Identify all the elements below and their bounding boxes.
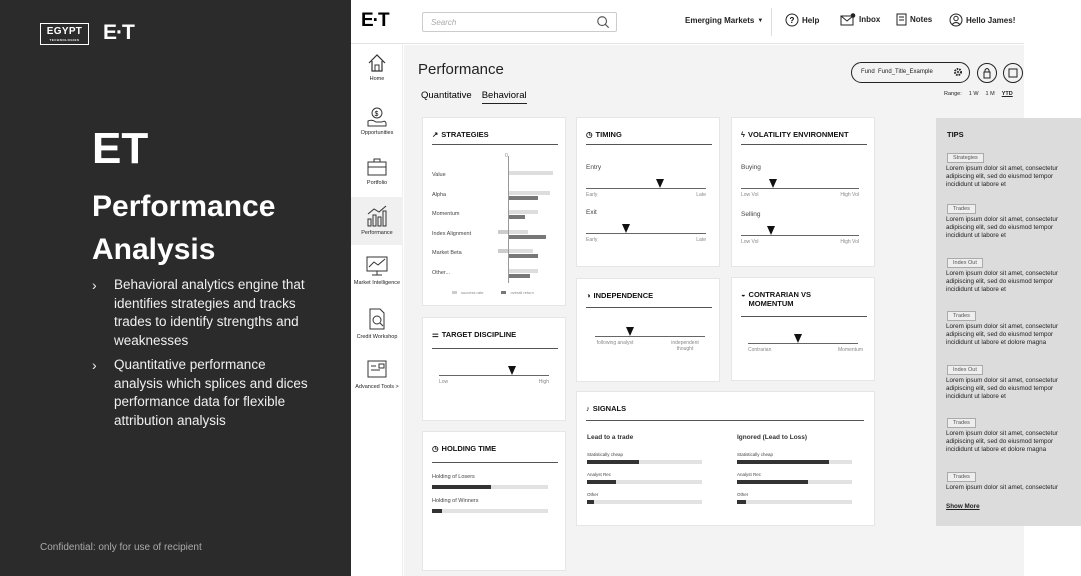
slider-track[interactable] [741,235,859,236]
slide-bullets [92,276,312,436]
slide-title: Performance Analysis [92,190,276,266]
tools-icon [366,359,388,381]
legend-label: success rate [461,290,484,295]
card-title-text: HOLDING TIME [441,444,497,453]
range-1m[interactable]: 1 M [985,91,995,97]
card-title [586,291,653,300]
bar-fill [587,480,616,484]
signals-column-header: Lead to a trade [587,434,634,441]
nav-item-credit-workshop[interactable] [351,307,403,340]
lock-icon [978,64,996,82]
tip-tag[interactable]: Strategies [947,153,984,163]
slider-min-label: Early [586,192,598,198]
card-title-text: VOLATILITY ENVIRONMENT [747,130,849,139]
card-title [586,404,626,413]
tips-title: TIPS [947,130,964,139]
bar-overall-return [508,196,538,200]
help-button[interactable] [785,13,819,27]
bar-success-rate [508,171,553,175]
slider-track[interactable] [748,343,858,344]
tips-panel [936,118,1081,526]
bar-overall-return [508,235,546,239]
strategy-label: Other... [432,269,451,276]
bar-success-rate [508,230,528,234]
slider-min-label: Contrarian [748,347,772,353]
slider-marker[interactable] [656,179,664,188]
nav-item-performance[interactable] [351,197,403,245]
tip-tag[interactable]: Trades [947,311,976,321]
slider-max-label: Late [696,192,706,198]
bar-fill [432,485,491,489]
tip-tag[interactable]: Trades [947,204,976,214]
slider-track[interactable] [586,233,706,234]
lock-button[interactable] [977,63,997,83]
range-ytd[interactable]: YTD [1001,91,1013,97]
slide-panel [0,0,351,576]
slider-max-label: Late [696,237,706,243]
bar-negative [498,249,508,253]
divider [771,8,772,36]
bar-success-rate [508,249,533,253]
signals-card [576,391,875,526]
range-1w[interactable]: 1 W [968,91,979,97]
slider-marker[interactable] [622,224,630,233]
bar-fill [432,509,442,513]
holding-label: Holding of Losers [432,474,475,480]
show-more-link[interactable]: Show More [946,503,980,510]
divider [432,144,558,145]
nav-item-advanced-tools[interactable] [351,359,403,390]
et-logo: E·T [103,21,134,44]
bar-fill [737,460,829,464]
search-input[interactable] [422,12,617,32]
svg-text:?: ? [789,16,795,25]
tip-tag[interactable]: Trades [947,418,976,428]
egypt-logo-subtext: TECHNOLOGIES [49,38,80,42]
market-label: Emerging Markets [685,16,755,25]
divider [741,316,867,317]
strategy-label: Market Beta [432,250,462,256]
slider-label: Selling [741,211,761,218]
view-tabs [421,90,527,104]
slider-min-label: Early [586,237,598,243]
bar-fill [587,460,639,464]
slider-max-label: Momentum [838,347,864,353]
slider-marker[interactable] [767,226,775,235]
legend-swatch [452,291,457,294]
range-selector [944,91,1013,97]
tip-text: Lorem ipsum dolor sit amet, consectetur adipiscing elit, sed do eiusmod tempor incididunt ut labore et [946,377,1058,400]
slider-label: Buying [741,164,761,171]
signal-label: Analyst Rec [737,472,762,477]
slider-marker[interactable] [769,179,777,188]
divider [586,307,712,308]
inbox-button[interactable] [840,13,880,26]
signal-label: Analyst Rec [587,472,612,477]
divider [586,420,864,421]
export-icon [1004,64,1022,82]
lightning-icon: ϟ [741,130,745,139]
contrarian-card [731,277,875,381]
fund-selector[interactable] [851,62,970,83]
target-discipline-card [422,317,566,421]
bullet-text: Behavioral analytics engine that identifies strategies and tracks trades to identify strengths and weaknesses [114,277,305,348]
bar-fill [737,500,746,504]
card-title [741,130,849,139]
opportunities-icon [366,105,388,127]
nav-item-portfolio[interactable] [351,157,403,186]
bullet-item [92,276,312,350]
strategy-label: Momentum [432,211,460,217]
document-search-icon [366,307,388,331]
user-avatar-icon [949,13,963,27]
nav-label: Home [369,76,385,82]
divider [586,144,712,145]
main-content [404,45,1058,576]
sliders-icon: ⚌ [432,330,439,339]
tip-text: Lorem ipsum dolor sit amet, consectetur adipiscing elit, sed do eiusmod tempor incididunt ut labore et [946,270,1058,293]
slider-track[interactable] [439,375,549,376]
card-title [432,130,489,139]
clock-icon: ◷ [432,444,439,453]
home-icon [367,53,387,73]
slider-marker[interactable] [626,327,634,336]
slider-max-label: independent thought [671,340,699,352]
legend [452,290,534,295]
half-moon-icon: ◒ [741,290,746,299]
card-title-text: SIGNALS [592,404,627,413]
strategy-label: Alpha [432,191,447,198]
tip-tag[interactable]: Index Out [947,258,983,268]
fund-label: Fund [861,69,875,75]
tip-text: Lorem ipsum dolor sit amet, consectetur adipiscing elit, sed do eiusmod tempor incididunt ut labore et [946,165,1058,188]
bullet-text: Quantitative performance analysis which splices and dices performance data for flexible attribution analysis [114,357,308,428]
chevron-right-icon: › [92,277,97,293]
zero-axis-line [508,156,509,283]
half-circle-icon: ◑ [586,291,591,300]
chevron-right-icon: › [92,357,97,373]
notes-icon [896,13,907,26]
search-placeholder: Search [431,18,457,27]
help-icon [785,13,799,27]
bar-success-rate [508,210,538,214]
search-icon[interactable] [596,15,610,29]
export-button[interactable] [1003,63,1023,83]
bar-overall-return [508,215,525,219]
card-title [586,130,622,139]
bullet-item [92,356,312,430]
tip-tag[interactable]: Trades [947,472,976,482]
notes-label: Notes [910,15,933,24]
card-title [432,444,496,453]
fund-value: Fund_Title_Example [878,69,933,75]
bar-chart-icon [365,205,389,227]
slider-max-label: High Vol [840,192,859,198]
bar-negative [498,230,508,234]
slider-max-label: High [538,379,549,385]
tip-text: Lorem ipsum dolor sit amet, consectetur adipiscing elit, sed do eiusmod tempor incididunt ut labore et [946,216,1058,239]
egypt-logo [40,23,89,45]
nav-label: Portfolio [366,180,388,186]
signal-label: Statistically cheap [587,452,624,457]
volatility-card [731,117,875,267]
side-nav [351,45,403,576]
nav-label: Market Intelligence [353,280,401,286]
user-menu[interactable] [949,13,1015,27]
slider-min-label: following analyst [596,340,634,346]
card-title-text: STRATEGIES [441,130,489,139]
svg-text:$: $ [374,111,379,118]
nav-item-home[interactable] [351,53,403,82]
slider-marker[interactable] [794,334,802,343]
divider [432,348,558,349]
nav-label: Performance [361,230,393,236]
nav-label: Opportunities [360,130,394,136]
page-title: Performance [418,61,504,78]
market-dropdown[interactable] [685,16,763,25]
gear-icon[interactable] [953,67,963,77]
tab-behavioral[interactable]: Behavioral [482,90,527,104]
trend-icon: ↗ [432,130,439,139]
bar-fill [587,500,594,504]
help-label: Help [802,15,820,25]
bar-overall-return [508,274,530,278]
confidential-footer: Confidential: only for use of recipient [40,542,202,553]
inbox-label: Inbox [859,15,881,24]
strategy-label: Index Alignment [432,230,472,237]
app-screenshot [351,0,1058,576]
bar-track [737,500,852,504]
card-title [432,330,516,339]
signal-label: Other [587,492,599,497]
bar-success-rate [508,269,538,273]
signals-column-header: Ignored (Lead to Loss) [737,434,808,441]
strategies-card [422,117,566,306]
tip-text: Lorem ipsum dolor sit amet, consectetur [946,484,1058,491]
independence-card [576,278,720,382]
slider-min-label: Low [439,379,449,385]
tip-tag[interactable]: Index Out [947,365,983,375]
holding-label: Holding of Winners [432,498,479,504]
app-logo[interactable]: E·T [361,10,389,31]
bell-icon: ♪ [586,404,590,413]
egypt-logo-text: EGYPT [46,26,83,37]
caret-down-icon: ▼ [757,17,764,24]
bar-overall-return [508,254,538,258]
monitor-icon [365,255,389,277]
nav-item-market-intelligence[interactable] [351,255,403,286]
divider [741,144,867,145]
legend-label: overall return [510,290,534,295]
briefcase-icon [366,157,388,177]
bar-track [587,500,702,504]
envelope-icon [840,13,856,26]
slider-label: Exit [586,209,597,216]
slider-label: Entry [586,164,602,171]
top-bar [351,0,1024,44]
slider-track[interactable] [586,188,706,189]
nav-item-opportunities[interactable] [351,105,403,136]
bar-track [432,509,548,513]
clock-icon: ◷ [586,130,593,139]
tab-quantitative[interactable]: Quantitative [421,90,472,101]
nav-label: Credit Workshop [356,334,398,340]
slider-min-label: Low Vol [741,239,759,245]
user-greeting: Hello James! [966,15,1016,25]
nav-label: Advanced Tools > [355,384,399,390]
range-label: Range: [944,91,962,97]
strategy-label: Value [432,172,446,178]
slider-track[interactable] [595,336,705,337]
card-title-text: TIMING [595,130,622,139]
timing-card [576,117,720,267]
card-title [741,290,839,308]
card-title-text: CONTRARIAN VS MOMENTUM [748,290,812,308]
slider-max-label: High Vol [840,239,859,245]
bar-fill [737,480,808,484]
signal-label: Statistically cheap [737,452,774,457]
signal-label: Other [737,492,749,497]
slider-min-label: Low Vol [741,192,759,198]
zero-axis-label: 0 [505,153,508,159]
card-title-text: TARGET DISCIPLINE [441,330,517,339]
slider-marker[interactable] [508,366,516,375]
card-title-text: INDEPENDENCE [593,291,654,300]
bar-success-rate [508,191,550,195]
slider-track[interactable] [741,188,859,189]
slide-heading: ET [92,124,149,173]
tip-text: Lorem ipsum dolor sit amet, consectetur adipiscing elit, sed do eiusmod tempor incididunt ut labore et dolore magna [946,323,1058,346]
tip-text: Lorem ipsum dolor sit amet, consectetur adipiscing elit, sed do eiusmod tempor incididunt ut labore et dolore magna [946,430,1058,453]
notes-button[interactable] [896,13,932,26]
legend-swatch [501,291,506,294]
holding-time-card [422,431,566,571]
divider [432,462,558,463]
